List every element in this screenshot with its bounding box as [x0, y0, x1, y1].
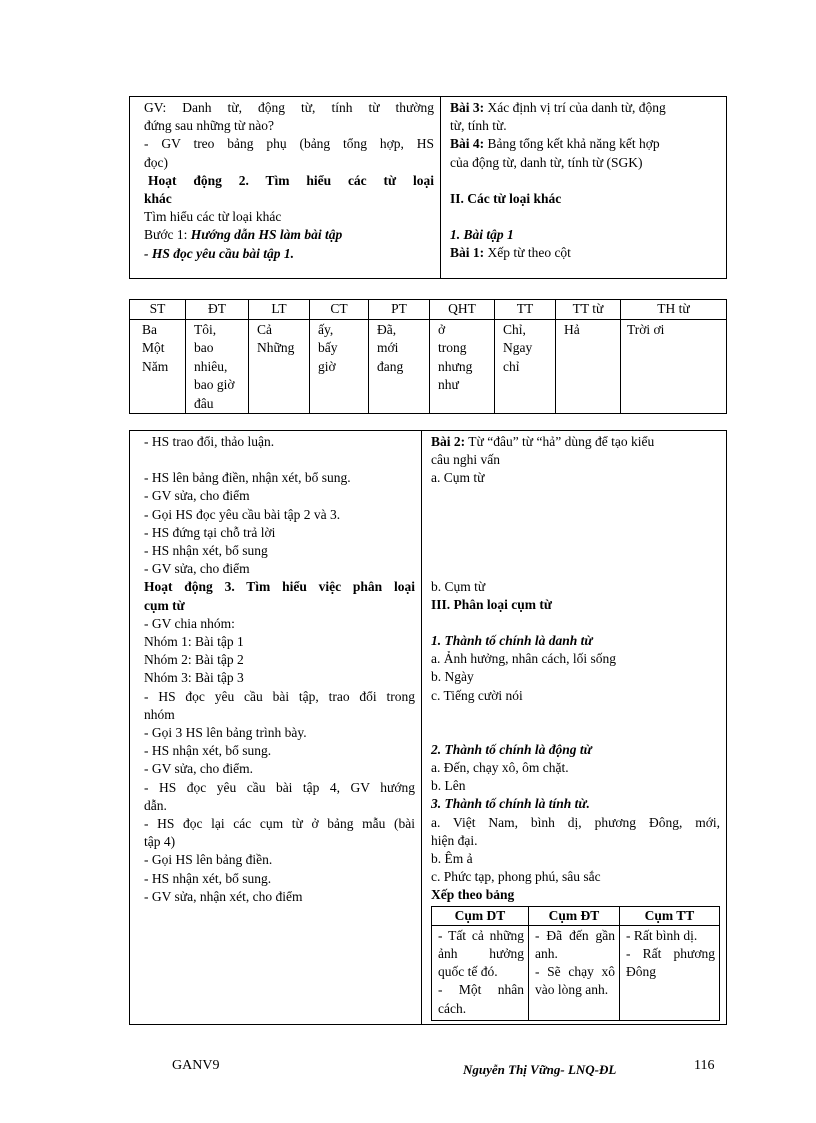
- step-label: Bước 1:: [144, 227, 188, 243]
- column-header: ST: [130, 300, 186, 320]
- word: Những: [257, 340, 295, 355]
- text-line: a. Ảnh hưởng, nhân cách, lối sống: [431, 651, 617, 667]
- word: như: [438, 377, 459, 392]
- word-class-table: [129, 299, 727, 414]
- word-class-row: [130, 319, 727, 414]
- cell-qht: [430, 319, 495, 414]
- word: Cả: [257, 321, 272, 337]
- word: đâu: [194, 395, 214, 411]
- exercise-text: Xếp từ theo cột: [484, 245, 571, 261]
- word: Hả: [564, 321, 580, 337]
- column-header: TT: [495, 300, 556, 320]
- cell-ct: [310, 319, 369, 414]
- word: trong: [438, 340, 467, 355]
- text-line: đứng sau những từ nào?: [144, 118, 274, 134]
- subsection-heading: 1. Thành tố chính là danh từ: [431, 633, 593, 649]
- column-header: Cụm TT: [620, 906, 720, 925]
- table-caption: Xếp theo bảng: [431, 887, 515, 903]
- text-line: - HS nhận xét, bổ sung.: [144, 870, 272, 886]
- text-line: - HS trao đổi, thảo luận.: [144, 434, 275, 449]
- text-line: a. Đến, chạy xô, ôm chặt.: [431, 760, 569, 776]
- text-line: a. Cụm từ: [431, 470, 485, 486]
- cell-cum-dt2: [529, 925, 620, 1020]
- word: Năm: [142, 358, 169, 374]
- word: ở: [438, 321, 446, 337]
- footer-author: Nguyễn Thị Vững- LNQ-ĐL: [463, 1062, 617, 1077]
- text-line: [450, 135, 720, 153]
- word: Ngay: [503, 340, 533, 355]
- text-line: - GV treo bảng phụ (bảng tổng hợp, HS: [144, 136, 434, 152]
- phrase: - Đã đến gần anh.: [535, 927, 615, 962]
- word: ấy,: [318, 321, 334, 337]
- text-line: - GV sửa, cho điểm.: [144, 761, 254, 777]
- cell-st: [130, 319, 186, 414]
- text-line: - HS đứng tại chỗ trả lời: [144, 524, 276, 540]
- exercise-label: Bài 1:: [450, 245, 485, 261]
- teacher-activity-cell: [130, 431, 422, 1025]
- cell-tt-tu: [556, 319, 621, 414]
- text-line: tập 4): [144, 834, 176, 850]
- content-cell: [422, 431, 727, 1025]
- word: Ba: [142, 321, 157, 337]
- text-line: - GV sửa, cho điểm: [144, 488, 250, 504]
- text-line: [450, 244, 720, 262]
- word: đang: [377, 358, 404, 374]
- text-line: b. Ngày: [431, 669, 474, 685]
- exercise-text: Bảng tổng kết khả năng kết hợp: [484, 136, 660, 152]
- text-line: của động từ, danh từ, tính từ (SGK): [450, 154, 643, 170]
- phrase: - Sẽ chạy xô vào lòng anh.: [535, 964, 615, 998]
- step-title: Hướng dẫn HS làm bài tập: [190, 227, 343, 243]
- exercise-text: Từ “đâu” từ “hả” dùng để tạo kiểu: [465, 434, 655, 449]
- text-line: nhóm: [144, 706, 175, 722]
- word: Tôi,: [194, 321, 217, 337]
- text-line: - HS nhận xét, bổ sung: [144, 543, 268, 559]
- section-heading: III. Phân loại cụm từ: [431, 596, 552, 612]
- phrase: - Rất bình dị.: [626, 927, 698, 943]
- word: bấy: [318, 340, 338, 355]
- subsection-heading: 2. Thành tố chính là động từ: [431, 741, 592, 757]
- word: bao: [194, 340, 214, 355]
- column-header: LT: [249, 300, 310, 320]
- word: chỉ: [503, 358, 520, 374]
- text-line: từ, tính từ.: [450, 118, 507, 134]
- column-header: Cụm ĐT: [529, 906, 620, 925]
- cell-tt: [495, 319, 556, 414]
- text-line: Nhóm 3: Bài tập 3: [144, 670, 244, 686]
- word: nhưng: [438, 358, 473, 374]
- text-line: đọc): [144, 154, 168, 170]
- text-line: dẫn.: [144, 797, 167, 813]
- text-line: Tìm hiểu các từ loại khác: [144, 209, 282, 225]
- phrase: - Một nhân cách.: [438, 982, 524, 1016]
- exercise-label: Bài 2:: [431, 434, 466, 449]
- text-line: - HS đọc yêu cầu bài tập 4, GV hướng: [144, 779, 415, 795]
- phrase-header-row: [432, 906, 720, 925]
- subsection-heading: 3. Thành tố chính là tính từ.: [431, 796, 590, 812]
- text-line: - Gọi HS đọc yêu cầu bài tập 2 và 3.: [144, 506, 341, 522]
- exercise-text: Xác định vị trí của danh từ, động: [484, 100, 666, 115]
- word: Trời ơi: [627, 321, 665, 337]
- footer-doc-code: GANV9: [172, 1058, 220, 1073]
- activity-heading: cụm từ: [144, 597, 185, 613]
- phrase: - Tất cả những ảnh hưởng quốc tế đó.: [438, 927, 524, 980]
- activity-heading: Hoạt động 2. Tìm hiểu các từ loại: [148, 172, 434, 188]
- word: Một: [142, 340, 165, 355]
- text-line: hiện đại.: [431, 832, 478, 848]
- teacher-activity-cell: [130, 97, 441, 279]
- column-header: TH từ: [621, 300, 727, 320]
- text-line: - GV sửa, cho điểm: [144, 561, 250, 577]
- text-line: c. Phức tạp, phong phú, sâu sắc: [431, 869, 601, 885]
- word-class-header-row: [130, 300, 727, 320]
- text-line: GV: Danh từ, động từ, tính từ thường: [144, 100, 434, 115]
- column-header: CT: [310, 300, 369, 320]
- cell-pt: [369, 319, 430, 414]
- phrase: - Rất phương Đông: [626, 946, 715, 980]
- text-line: - HS lên bảng điền, nhận xét, bổ sung.: [144, 470, 351, 486]
- phrase-row: [432, 925, 720, 1020]
- lesson-table-1: [129, 96, 727, 279]
- text-line: - GV sửa, nhận xét, cho điểm: [144, 888, 303, 904]
- exercise-label: Bài 4:: [450, 136, 485, 152]
- word: Chỉ,: [503, 321, 526, 337]
- page-number: 116: [694, 1058, 715, 1073]
- text-line: - Gọi 3 HS lên bảng trình bày.: [144, 725, 307, 741]
- cell-lt: [249, 319, 310, 414]
- text-line: [450, 99, 720, 117]
- cell-cum-dt: [432, 925, 529, 1020]
- exercise-label: Bài 3:: [450, 100, 485, 115]
- column-header: PT: [369, 300, 430, 320]
- content-cell: [441, 97, 727, 279]
- cell-dt: [186, 319, 249, 414]
- activity-heading: khác: [144, 191, 172, 207]
- text-line: a. Việt Nam, bình dị, phương Đông, mới,: [431, 814, 720, 830]
- exercise-heading: 1. Bài tập 1: [450, 227, 514, 243]
- word: mới: [377, 340, 399, 355]
- section-heading: II. Các từ loại khác: [450, 190, 562, 206]
- text-line: - HS đọc lại các cụm từ ở bảng mẫu (bài: [144, 816, 415, 832]
- word: giờ: [318, 358, 336, 374]
- text-line: - GV chia nhóm:: [144, 615, 235, 631]
- word: bao giờ: [194, 377, 235, 392]
- text-line: - HS đọc yêu cầu bài tập, trao đổi trong: [144, 688, 415, 704]
- phrase-table: [431, 906, 720, 1021]
- lesson-table-2: [129, 430, 727, 1025]
- text-line: - Gọi HS lên bảng điền.: [144, 852, 273, 868]
- column-header: TT từ: [556, 300, 621, 320]
- text-line: - HS nhận xét, bổ sung.: [144, 743, 272, 759]
- text-line: Nhóm 2: Bài tập 2: [144, 652, 244, 668]
- column-header: QHT: [430, 300, 495, 320]
- cell-cum-tt: [620, 925, 720, 1020]
- word: Đã,: [377, 321, 397, 337]
- column-header: Cụm DT: [432, 906, 529, 925]
- text-line: b. Cụm từ: [431, 578, 486, 594]
- activity-heading: Hoạt động 3. Tìm hiểu việc phân loại: [144, 579, 415, 595]
- text-line: [144, 226, 434, 244]
- cell-th-tu: [621, 319, 727, 414]
- text-line: b. Lên: [431, 778, 466, 794]
- text-line: câu nghi vấn: [431, 452, 500, 468]
- column-header: ĐT: [186, 300, 249, 320]
- text-line: Nhóm 1: Bài tập 1: [144, 634, 244, 650]
- word: nhiêu,: [194, 358, 228, 374]
- text-line: - HS đọc yêu cầu bài tập 1.: [144, 245, 294, 261]
- text-line: b. Êm ả: [431, 851, 473, 867]
- text-line: c. Tiếng cười nói: [431, 687, 523, 703]
- text-line: [431, 433, 720, 451]
